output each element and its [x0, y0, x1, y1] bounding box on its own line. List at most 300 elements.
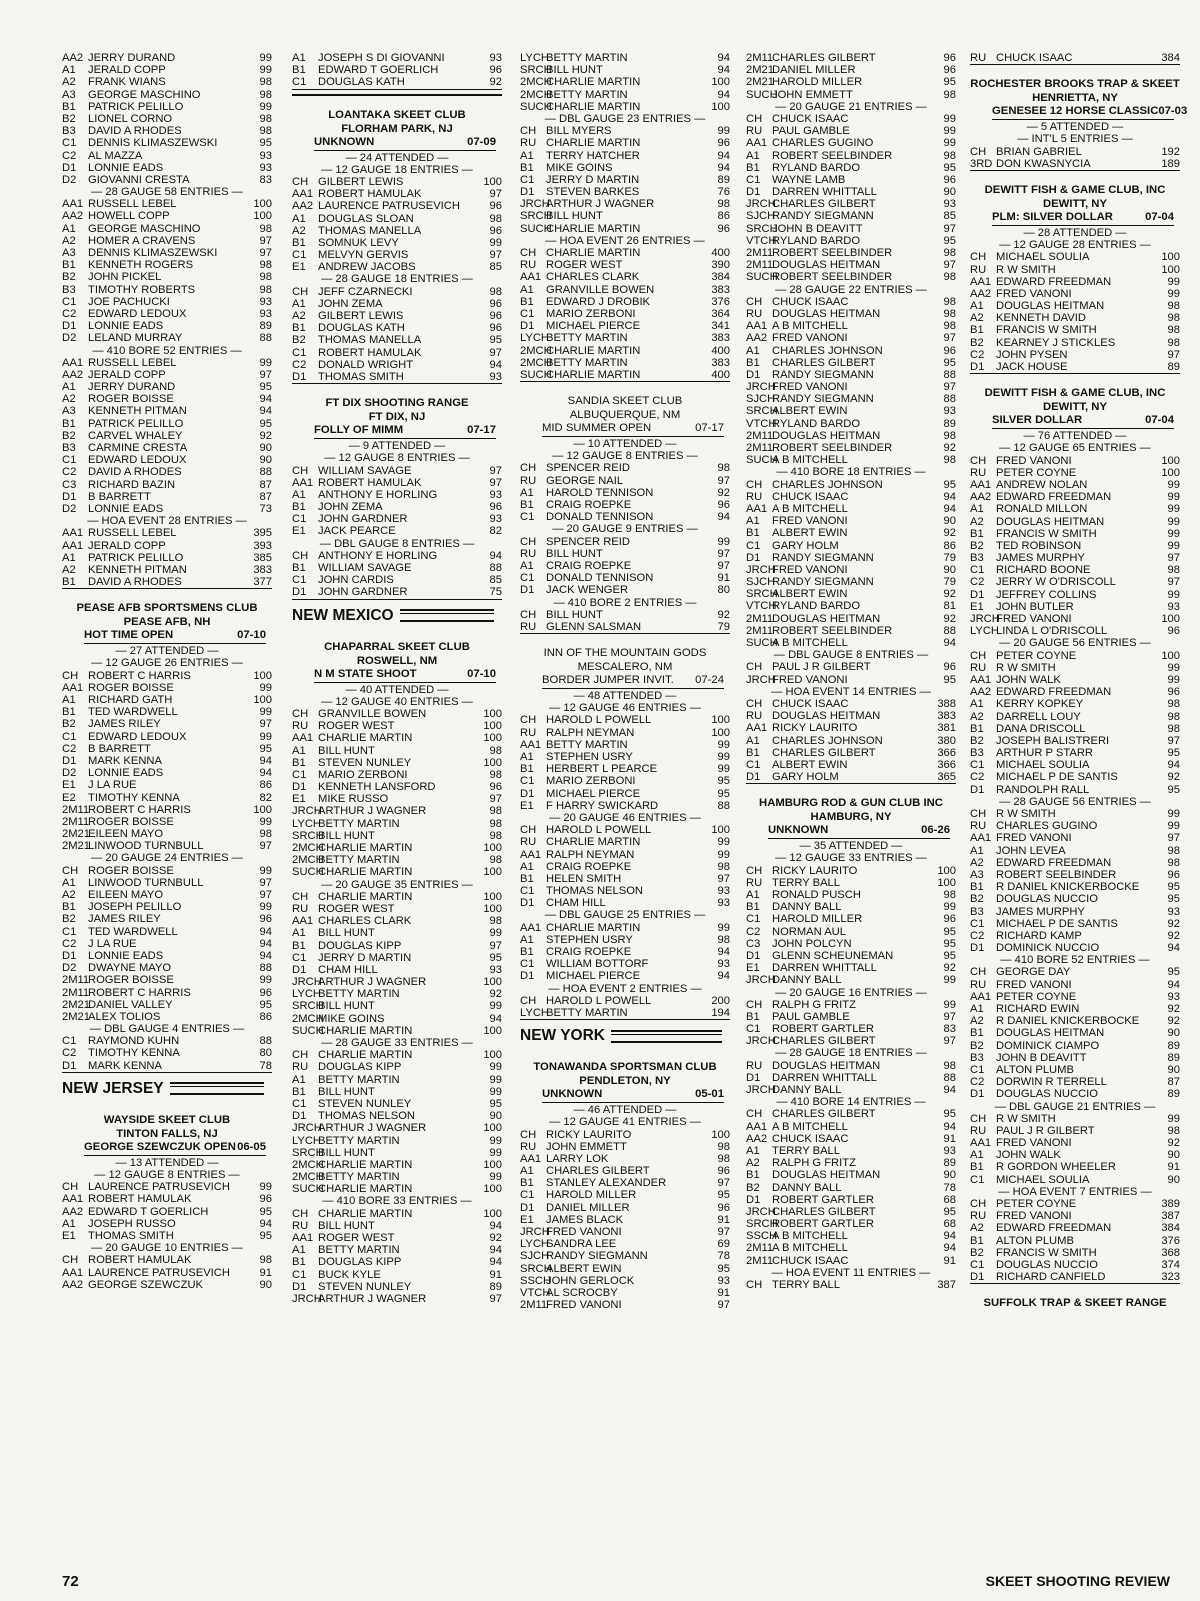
shooter-name: THOMAS SMITH: [318, 370, 404, 383]
score: 75: [489, 586, 502, 599]
result-row: [746, 759, 956, 771]
shooter-name: CHARLIE MARTIN: [546, 921, 641, 934]
class-code: E1: [970, 600, 984, 613]
score: 89: [943, 417, 956, 430]
shooter-name: DARREN WHITTALL: [772, 186, 877, 199]
result-row: [62, 320, 272, 332]
result-row: [292, 261, 502, 273]
class-code: C2: [292, 358, 307, 371]
score: 99: [943, 901, 956, 914]
class-code: A2: [746, 1157, 760, 1170]
result-row: [292, 1122, 502, 1134]
class-code: C1: [62, 1035, 77, 1048]
score: 93: [943, 1144, 956, 1157]
score: 98: [489, 854, 502, 867]
shooter-name: CHARLIE MARTIN: [318, 1024, 413, 1037]
score: 383: [253, 563, 272, 576]
event-date: 07-03: [1158, 105, 1188, 118]
result-row: [292, 1110, 502, 1122]
class-code: SSCH: [746, 1230, 778, 1243]
class-code: D1: [62, 1059, 77, 1072]
class-code: SRCH: [520, 1262, 552, 1275]
class-code: 2MCH: [292, 1158, 324, 1171]
class-code: CH: [292, 1049, 309, 1062]
score: 94: [259, 767, 272, 780]
result-row: [62, 1206, 272, 1218]
result-row: [520, 727, 730, 739]
event-title: UNKNOWN: [314, 135, 375, 148]
shooter-name: ROBERT HAMULAK: [318, 476, 422, 489]
shooter-name: GARY HOLM: [772, 771, 839, 784]
shooter-name: DANIEL MILLER: [546, 1201, 630, 1214]
shooter-name: BETTY MARTIN: [318, 1134, 400, 1147]
shooter-name: BETTY MARTIN: [546, 88, 628, 101]
event-subheader: — 28 GAUGE 22 ENTRIES —: [775, 283, 927, 296]
score: 85: [489, 261, 502, 274]
score: 98: [943, 149, 956, 162]
result-row: [292, 513, 502, 525]
class-code: LYCH: [292, 817, 322, 830]
score: 376: [1161, 1234, 1180, 1247]
score: 194: [711, 1006, 730, 1019]
result-row: [520, 861, 730, 873]
score: 98: [943, 271, 956, 284]
score: 90: [1167, 1027, 1180, 1040]
shooter-name: ROBERT HAMULAK: [318, 346, 422, 359]
shooter-name: JERRY D MARTIN: [546, 173, 640, 186]
shooter-name: JOHN B DEAVITT: [996, 1051, 1087, 1064]
shooter-name: STEVEN NUNLEY: [318, 756, 412, 769]
result-row: [520, 800, 730, 812]
shooter-name: BILL HUNT: [318, 744, 375, 757]
result-row: [520, 1165, 730, 1177]
result-row: [746, 223, 956, 235]
result-row: [292, 371, 502, 384]
result-row: [746, 442, 956, 454]
score: 91: [717, 1213, 730, 1226]
shooter-name: ANDREW NOLAN: [996, 478, 1088, 491]
class-code: C1: [292, 249, 307, 262]
result-row: [746, 393, 956, 405]
class-code: D1: [292, 963, 307, 976]
class-code: C1: [292, 768, 307, 781]
score: 98: [489, 285, 502, 298]
shooter-name: ROBERT GARTLER: [772, 1193, 874, 1206]
shooter-name: HAROLD L POWELL: [546, 824, 652, 837]
result-row: [292, 310, 502, 322]
class-code: 2M21: [746, 76, 774, 89]
result-row: [970, 337, 1180, 349]
score: 381: [937, 722, 956, 735]
shooter-name: HAROLD MILLER: [772, 76, 863, 89]
shooter-name: KEARNEY J STICKLES: [996, 336, 1116, 349]
result-row: [970, 735, 1180, 747]
class-code: RU: [292, 720, 309, 733]
result-row: [62, 743, 272, 755]
score: 98: [1167, 722, 1180, 735]
shooter-name: JAMES RILEY: [88, 718, 161, 731]
class-code: 2M11: [746, 259, 774, 272]
club-location: ALBUQUERQUE, NM: [569, 409, 681, 422]
class-code: D1: [970, 783, 985, 796]
event-subheader: — DBL GAUGE 8 ENTRIES —: [773, 649, 929, 662]
shooter-name: TED ROBINSON: [996, 539, 1082, 552]
class-code: C1: [746, 913, 761, 926]
shooter-name: ALTON PLUMB: [996, 1063, 1074, 1076]
event-subheader: — 28 GAUGE 18 ENTRIES —: [321, 273, 473, 286]
event-subheader: — 46 ATTENDED —: [573, 1104, 677, 1117]
club-name: SUFFOLK TRAP & SKEET RANGE: [983, 1297, 1167, 1310]
shooter-name: WILLIAM SAVAGE: [318, 562, 412, 574]
result-row: [970, 1076, 1180, 1088]
class-code: AA1: [970, 832, 992, 845]
shooter-name: EDWARD FREEDMAN: [996, 856, 1112, 869]
shooter-name: DANIEL VALLEY: [88, 998, 173, 1011]
event-subheader: — 12 GAUGE 40 ENTRIES —: [321, 695, 473, 708]
result-row: [970, 1015, 1180, 1027]
class-code: C3: [746, 937, 761, 950]
result-row: [970, 832, 1180, 844]
score: 88: [943, 1071, 956, 1084]
class-code: RU: [292, 1061, 309, 1074]
score: 97: [259, 718, 272, 731]
score: 90: [943, 563, 956, 576]
result-row: [520, 572, 730, 584]
state-heading: [292, 604, 502, 628]
shooter-name: RANDOLPH RALL: [996, 783, 1090, 796]
shooter-name: WILLIAM SAVAGE: [318, 464, 412, 477]
score: 98: [943, 307, 956, 320]
score: 323: [1161, 1271, 1180, 1284]
result-row: [62, 901, 272, 913]
class-code: B3: [62, 442, 76, 454]
class-code: B2: [62, 271, 76, 284]
result-row: [970, 1113, 1180, 1125]
score: 98: [717, 933, 730, 946]
club-location: HAMBURG, NY: [810, 811, 892, 824]
result-row: [62, 564, 272, 576]
result-row: [62, 64, 272, 76]
result-row: [746, 150, 956, 162]
result-row: [520, 1263, 730, 1275]
result-row: [970, 288, 1180, 300]
shooter-name: FRED VANONI: [772, 673, 848, 686]
shooter-name: DOUGLAS NUCCIO: [996, 893, 1098, 906]
score: 96: [259, 913, 272, 926]
class-code: C1: [292, 513, 307, 526]
shooter-name: JERRY D MARTIN: [318, 951, 412, 964]
shooter-name: ROGER WEST: [546, 259, 623, 272]
shooter-name: A B MITCHELL: [772, 637, 848, 649]
score: 100: [1161, 263, 1180, 276]
shooter-name: JOHN POLCYN: [772, 937, 852, 950]
score: 100: [253, 803, 272, 816]
result-row: [520, 247, 730, 259]
class-code: C1: [520, 885, 535, 898]
score: 96: [489, 310, 502, 322]
score: 98: [1167, 1124, 1180, 1137]
result-row: [62, 113, 272, 125]
result-row: [970, 662, 1180, 674]
result-row: [292, 477, 502, 489]
score: 99: [943, 112, 956, 125]
class-code: AA2: [970, 287, 992, 300]
result-row: [62, 150, 272, 162]
shooter-name: KERRY KOPKEY: [996, 698, 1084, 711]
result-row: [970, 361, 1180, 374]
shooter-name: CHARLES GUGINO: [996, 820, 1098, 833]
class-code: D2: [62, 502, 77, 515]
result-row: [746, 1182, 956, 1194]
event-date: 05-01: [695, 1088, 724, 1101]
shoot-block: [970, 77, 1188, 120]
shooter-name: TERRY BALL: [772, 1279, 840, 1291]
shooter-name: LONNIE EADS: [88, 502, 164, 515]
shooter-name: RYLAND BARDO: [772, 417, 861, 430]
class-code: A1: [520, 1165, 534, 1178]
result-row: [292, 1232, 502, 1244]
event-subheader: — DBL GAUGE 21 ENTRIES —: [994, 1100, 1156, 1113]
event-date: 06-26: [921, 824, 950, 837]
shooter-name: GEORGE NAIL: [546, 474, 624, 487]
score: 100: [253, 198, 272, 211]
shooter-name: AL MAZZA: [88, 149, 143, 162]
shooter-name: BETTY MARTIN: [546, 356, 628, 369]
class-code: D1: [746, 1193, 761, 1206]
club-name: CHAPARRAL SKEET CLUB: [324, 640, 470, 653]
result-row: [62, 174, 272, 186]
result-row: [970, 747, 1180, 759]
shooter-name: DOUGLAS NUCCIO: [996, 1258, 1098, 1271]
result-row: [292, 1171, 502, 1183]
result-row: [970, 1222, 1180, 1234]
result-row: [746, 454, 956, 466]
shooter-name: ALBERT EWIN: [772, 527, 848, 540]
shooter-name: ROBERT HAMULAK: [318, 188, 422, 201]
class-code: A1: [62, 381, 76, 394]
shooter-name: CHARLIE MARTIN: [546, 100, 641, 113]
shooter-name: TED WARDWELL: [88, 706, 178, 719]
result-row: [970, 455, 1180, 467]
event-line: [314, 424, 496, 439]
class-code: RU: [292, 902, 309, 915]
class-code: D1: [970, 588, 985, 601]
score: 98: [489, 829, 502, 842]
score: 98: [1167, 336, 1180, 349]
class-code: A2: [970, 1015, 984, 1028]
shooter-name: GRANVILLE BOWEN: [546, 283, 655, 296]
result-row: [970, 869, 1180, 881]
score: 91: [259, 1266, 272, 1279]
shooter-name: DARREN WHITTALL: [772, 962, 877, 975]
score: 94: [489, 358, 502, 371]
shooter-name: CHARLES GILBERT: [772, 356, 876, 369]
score: 97: [489, 793, 502, 806]
result-row: [746, 913, 956, 925]
result-row: [970, 613, 1180, 625]
event-subheader: — 28 GAUGE 58 ENTRIES —: [91, 186, 243, 199]
shooter-name: HELEN SMITH: [546, 872, 622, 885]
class-code: C2: [970, 1076, 985, 1089]
score: 88: [259, 962, 272, 975]
score: 100: [483, 707, 502, 720]
class-code: AA1: [292, 732, 314, 745]
shoot-block: [970, 183, 1180, 226]
result-row: [746, 1011, 956, 1023]
shooter-name: JOHN WALK: [996, 1149, 1061, 1162]
score: 95: [717, 1262, 730, 1275]
class-code: SUCH: [746, 271, 778, 284]
shooter-name: MIKE GOINS: [546, 161, 613, 174]
class-code: D1: [520, 897, 535, 910]
class-code: AA1: [62, 356, 84, 369]
class-code: B1: [746, 1169, 760, 1182]
score: 100: [253, 669, 272, 682]
shooter-name: ROBERT SEELBINDER: [772, 271, 893, 284]
score: 99: [717, 921, 730, 934]
class-code: RU: [520, 474, 537, 487]
score: 100: [711, 726, 730, 739]
shooter-name: BILL HUNT: [546, 210, 603, 223]
class-code: A1: [62, 1217, 76, 1230]
result-row: [970, 1271, 1180, 1284]
shooter-name: JOHN EMMETT: [546, 1140, 627, 1153]
result-row: [970, 1137, 1180, 1149]
class-code: E1: [292, 261, 306, 274]
score: 96: [943, 64, 956, 77]
result-row: [746, 418, 956, 430]
club-location: DEWITT, NY: [1042, 197, 1107, 210]
event-subheader: — HOA EVENT 2 ENTRIES —: [548, 982, 702, 995]
score: 92: [943, 527, 956, 540]
shooter-name: DOUGLAS KIPP: [318, 1061, 402, 1074]
result-row: [746, 661, 956, 673]
score: 97: [489, 249, 502, 262]
shooter-name: STEVEN NUNLEY: [318, 1280, 412, 1293]
shoot-block: [520, 646, 730, 689]
class-code: B1: [970, 881, 984, 894]
score: 94: [717, 64, 730, 77]
shooter-name: CHARLIE MARTIN: [546, 368, 641, 381]
result-row: [970, 552, 1180, 564]
club-name: DEWITT FISH & GAME CLUB, INC: [984, 387, 1166, 400]
result-row: [62, 840, 272, 852]
score: 395: [253, 527, 272, 540]
class-code: SRCH: [746, 405, 778, 418]
result-row: [292, 1013, 502, 1025]
score: 98: [259, 125, 272, 138]
shooter-name: ROBERT SEELBINDER: [772, 624, 893, 637]
result-row: [520, 308, 730, 320]
shooter-name: SPENCER REID: [546, 462, 630, 475]
club-name: SANDIA SKEET CLUB: [567, 395, 683, 408]
shooter-name: JOHN GARDNER: [318, 586, 408, 599]
result-row: [970, 991, 1180, 1003]
class-code: 2M11: [746, 247, 774, 259]
score: 94: [943, 1120, 956, 1133]
score: 100: [483, 866, 502, 879]
class-code: D1: [520, 787, 535, 800]
class-code: A1: [520, 933, 534, 946]
class-code: C2: [746, 925, 761, 938]
shooter-name: DENNIS KLIMASZEWSKI: [88, 247, 218, 259]
shooter-name: CHARLES CLARK: [318, 915, 412, 928]
class-code: B1: [746, 161, 760, 174]
shooter-name: JOSEPH RUSSO: [88, 1217, 176, 1230]
result-row: [292, 1025, 502, 1037]
shooter-name: BETTY MARTIN: [318, 988, 400, 1001]
class-code: B1: [746, 1010, 760, 1023]
event-subheader: — 410 BORE 52 ENTRIES —: [1000, 954, 1150, 967]
class-code: 2M11: [746, 429, 774, 442]
result-row: [520, 52, 730, 64]
class-code: RU: [970, 978, 987, 991]
class-code: A1: [970, 1003, 984, 1015]
result-row: [970, 881, 1180, 893]
score: 94: [1167, 978, 1180, 991]
class-code: B1: [746, 746, 760, 759]
result-row: [62, 162, 272, 174]
score: 96: [717, 1165, 730, 1178]
score: 95: [489, 1097, 502, 1110]
result-row: [746, 527, 956, 539]
event-title: UNKNOWN: [768, 824, 829, 837]
result-row: [970, 1040, 1180, 1052]
shooter-name: DOUGLAS KIPP: [318, 1256, 402, 1269]
shooter-name: MICHAEL P DE SANTIS: [996, 771, 1118, 784]
score: 98: [489, 212, 502, 225]
score: 100: [1161, 251, 1180, 264]
result-row: [746, 247, 956, 259]
score: 86: [259, 1010, 272, 1023]
class-code: D1: [746, 186, 761, 199]
result-row: [292, 1269, 502, 1281]
class-code: B3: [62, 125, 76, 138]
score: 99: [259, 730, 272, 743]
result-row: [520, 536, 730, 548]
class-code: 2MCH: [520, 88, 552, 101]
shooter-name: MARK KENNA: [88, 754, 162, 767]
result-row: [746, 210, 956, 222]
score: 99: [259, 64, 272, 77]
result-row: [970, 1027, 1180, 1039]
class-code: CH: [62, 1254, 79, 1267]
result-row: [746, 901, 956, 913]
event-subheader: — 12 GAUGE 18 ENTRIES —: [321, 163, 473, 176]
score: 89: [1167, 361, 1180, 373]
event-subheader: — 40 ATTENDED —: [345, 683, 449, 696]
shooter-name: CRAIG ROEPKE: [546, 499, 632, 511]
shooter-name: STEPHEN USRY: [546, 933, 633, 946]
result-row: [970, 966, 1180, 978]
result-row: [292, 1256, 502, 1268]
result-row: [292, 1049, 502, 1061]
result-row: [62, 877, 272, 889]
club-location: PENDLETON, NY: [579, 1075, 671, 1088]
result-row: [292, 334, 502, 346]
shooter-name: RANDY SIEGMANN: [772, 210, 874, 223]
shooter-name: JOHN B DEAVITT: [772, 222, 863, 235]
score: 97: [489, 188, 502, 201]
shooter-name: BILL HUNT: [318, 927, 375, 940]
class-code: A1: [970, 844, 984, 857]
shooter-name: THOMAS SMITH: [88, 1229, 174, 1242]
shoot-block: [970, 1296, 1180, 1311]
shooter-name: ROBERT C HARRIS: [88, 803, 191, 816]
result-row: [292, 769, 502, 781]
result-row: [292, 286, 502, 298]
score: 94: [717, 149, 730, 162]
